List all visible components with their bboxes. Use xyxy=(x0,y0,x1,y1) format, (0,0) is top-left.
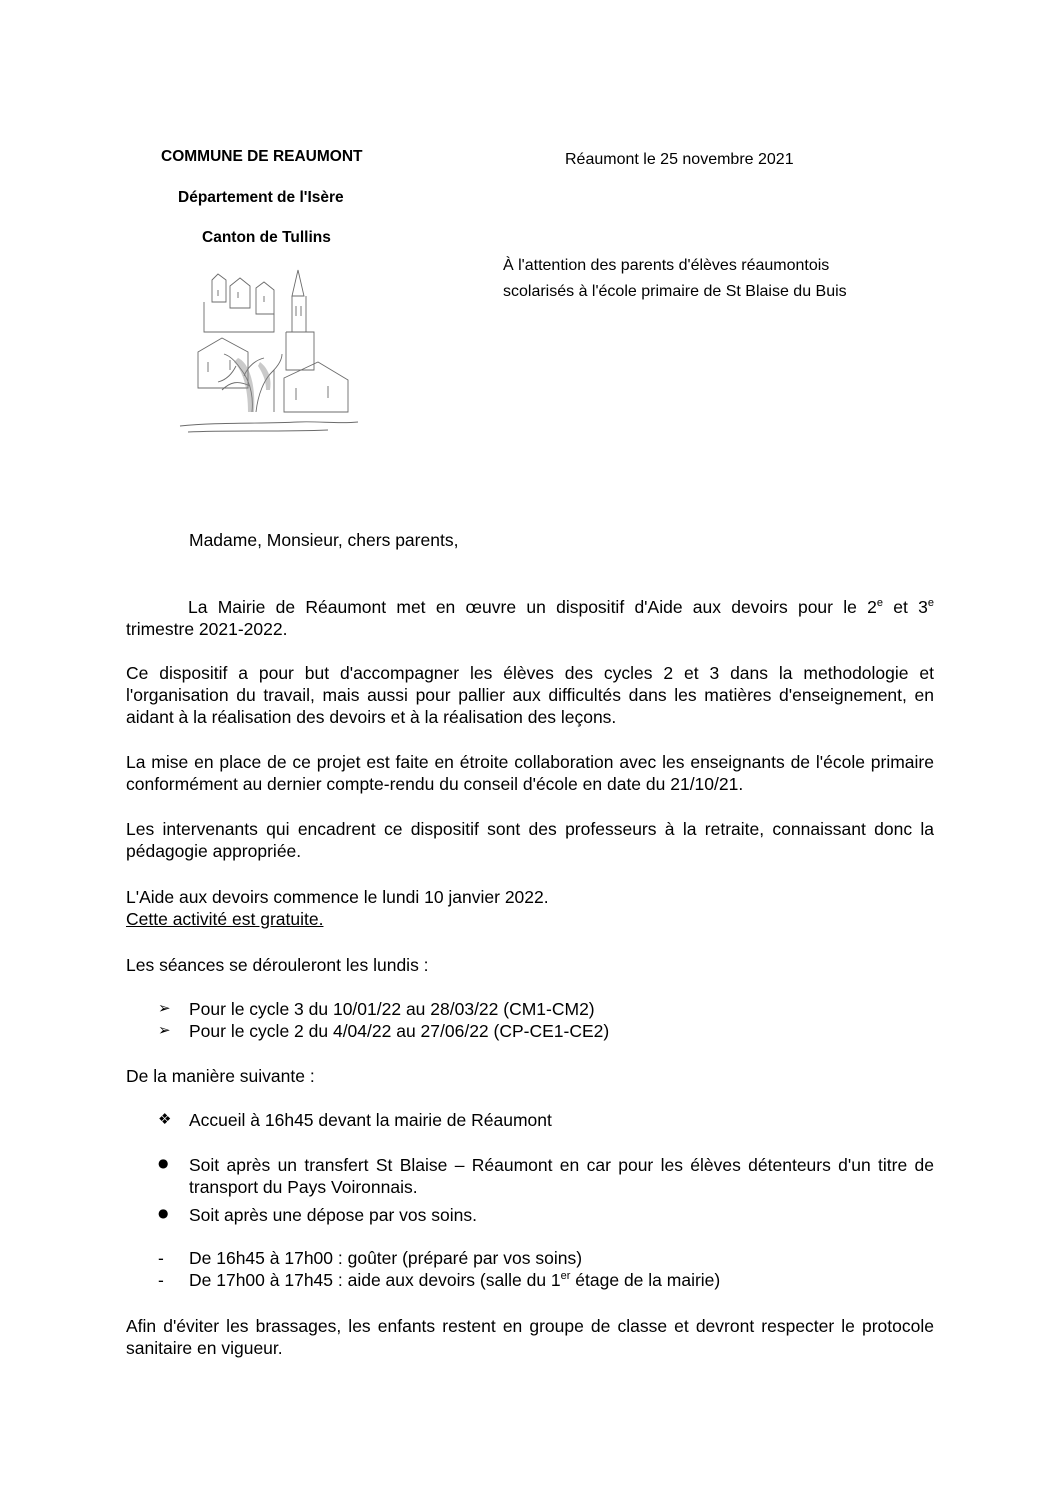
closing-paragraph: Afin d'éviter les brassages, les enfants restent en groupe de classe et devront respecter le protocole sanitaire en vigueur. xyxy=(126,1316,934,1358)
commune-name: COMMUNE DE REAUMONT xyxy=(161,148,363,165)
start-date-line: L'Aide aux devoirs commence le lundi 10 janvier 2022. xyxy=(126,887,549,907)
dash-bullet: - xyxy=(158,1270,164,1290)
arrival-by-bus-item: Soit après un transfert St Blaise – Réaumont en car pour les élèves détenteurs d'un titre de transport du Pays Voironnais. xyxy=(189,1155,934,1197)
free-activity-line: Cette activité est gratuite. xyxy=(126,909,324,929)
cycle-2-item: Pour le cycle 2 du 4/04/22 au 27/06/22 (CP-CE1-CE2) xyxy=(189,1021,610,1041)
round-bullet-icon: ● xyxy=(158,1206,169,1220)
arrowhead-bullet-icon: ➢ xyxy=(158,999,171,1017)
homework-text-1: De 17h00 à 17h45 : aide aux devoirs (salle du 1 xyxy=(189,1270,561,1290)
intro-text-2: et 3 xyxy=(883,597,928,617)
homework-text-2: étage de la mairie) xyxy=(570,1270,721,1290)
date-line: Réaumont le 25 novembre 2021 xyxy=(565,151,794,168)
cycle-3-item: Pour le cycle 3 du 10/01/22 au 28/03/22 (CM1-CM2) xyxy=(189,999,595,1019)
canton-name: Canton de Tullins xyxy=(202,229,331,246)
salutation: Madame, Monsieur, chers parents, xyxy=(189,530,459,550)
intro-sup-2: e xyxy=(927,597,934,610)
department-name: Département de l'Isère xyxy=(178,189,344,206)
four-diamond-bullet-icon: ❖ xyxy=(158,1110,172,1128)
recipient-line-2: scolarisés à l'école primaire de St Blaise du Buis xyxy=(503,283,847,300)
arrival-by-parents-item: Soit après une dépose par vos soins. xyxy=(189,1205,477,1225)
goal-paragraph: Ce dispositif a pour but d'accompagner les élèves des cycles 2 et 3 dans la methodologie et l'organisation du travail, mais aussi pour pallier aux difficultés dans les matières d'enseignement, en aidant à la réalisation des devoirs et à la réalisation des leçons. xyxy=(126,663,934,727)
homework-sup: er xyxy=(560,1270,571,1283)
intro-text-1: La Mairie de Réaumont met en œuvre un dispositif d'Aide aux devoirs pour le 2 xyxy=(188,597,877,617)
sessions-intro: Les séances se dérouleront les lundis : xyxy=(126,955,429,975)
snack-schedule-item: De 16h45 à 17h00 : goûter (préparé par vos soins) xyxy=(189,1248,583,1268)
staff-paragraph: Les intervenants qui encadrent ce dispositif sont des professeurs à la retraite, connaissant donc la pédagogie appropriée. xyxy=(126,819,934,861)
intro-paragraph-end: trimestre 2021-2022. xyxy=(126,619,288,639)
intro-sup-1: e xyxy=(876,597,884,610)
homework-schedule-item xyxy=(189,1269,934,1291)
recipient-block xyxy=(503,253,847,305)
village-sketch-crest xyxy=(178,262,360,438)
recipient-line-1: À l'attention des parents d'élèves réaumontois xyxy=(503,257,830,274)
arrowhead-bullet-icon: ➢ xyxy=(158,1021,171,1039)
collaboration-paragraph: La mise en place de ce projet est faite en étroite collaboration avec les enseignants de l'école primaire conformément au dernier compte-rendu du conseil d'école en date du 21/10/21. xyxy=(126,752,934,794)
dash-bullet: - xyxy=(158,1248,164,1268)
round-bullet-icon: ● xyxy=(158,1156,169,1170)
welcome-item: Accueil à 16h45 devant la mairie de Réaumont xyxy=(189,1110,552,1130)
intro-paragraph xyxy=(126,596,934,618)
manner-intro: De la manière suivante : xyxy=(126,1066,315,1086)
